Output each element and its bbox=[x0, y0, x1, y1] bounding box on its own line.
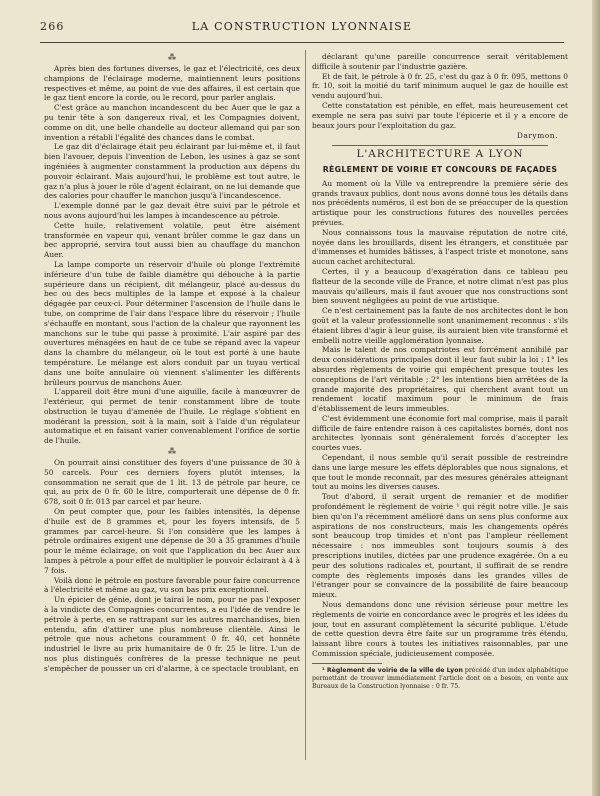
paragraph: Cette huile, relativement volatile, peut être aisément transformée en vapeur qui, venant brûler comme le gaz dans un bec approprié, servira tout aussi bien au chauffage du manchon Auer. bbox=[44, 220, 300, 260]
section-break-stars: ⁂ bbox=[168, 447, 176, 457]
paragraph: Tout d'abord, il serait urgent de remanier et de modifier profondément le règlement de voirie ¹ qui régit notre ville. Je sais bien qu'on l'a récemment amélioré dans un sens plus conforme aux aspirations de nos constructeurs, mais les changements opérés sont beaucoup trop timides et n'ont pas l'ampleur réellement nécessaire : nos immeubles sont toujours soumis à des prescriptions inutiles, dictées par une prudence exagérée. On a eu peur des solutions radicales et, pourtant, il suffirait de se rendre compte des règlements imposés dans les grandes villes de l'étranger pour se convaincre de la possibilité de faire beaucoup mieux. bbox=[312, 492, 568, 600]
paragraph: Voilà donc le pétrole en posture favorable pour faire concurrence à l'électricité et même au gaz, vu son bas prix exceptionnel. bbox=[44, 575, 300, 595]
header-rule bbox=[40, 42, 564, 43]
paragraph: Cette constatation est pénible, en effet, mais heureusement cet exemple ne sera pas suivi par toute l'épicerie et il y a encore de beaux jours pour l'exploitation du gaz. bbox=[312, 100, 568, 130]
section-break-stars: ⁂ bbox=[168, 53, 176, 62]
paragraph: C'est grâce au manchon incandescent du bec Auer que le gaz a pu tenir tête à son dangereux rival, et les Compagnies doivent, comme on dit, une belle chandelle au docteur allemand qui par son invention a rétabli l'égalité des chances dans le combat. bbox=[44, 103, 300, 142]
footnote-text: précédé d'un index alphabétique permettant de trouver immédiatement l'article dont on a besoin, en vente aux Bureaux de la Construction lyonnaise : 0 fr. 75. bbox=[312, 666, 568, 690]
page-header bbox=[40, 20, 564, 38]
author-signature: Darymon. bbox=[516, 131, 558, 141]
section-rule bbox=[332, 145, 548, 146]
footnote bbox=[312, 667, 568, 691]
paragraph: On pourrait ainsi constituer des foyers d'une puissance de 30 à 50 carcels. Pour ces derniers foyers plutôt intenses, la consommation ne serait que de 1 lit. 13 de pétrole par heure, ce qui, au prix de 0 fr. 60 le litre, comporterait une dépense de 0 fr. 678, soit 0 fr. 013 par carcel et par heure. bbox=[44, 458, 300, 507]
column-divider bbox=[305, 50, 306, 760]
paragraph: Mais le talent de nos compatriotes est forcément annihilé par deux considérations principales dont il leur faut subir la loi : 1° les absurdes règlements de voirie qui empêchent presque toutes les conceptions de l'art véritable ; 2° les intentions bien arrêtées de la grande majorité des propriétaires, qui cherchent avant tout un rendement locatif maximum pour le minimum de frais d'établissement de leurs immeubles. bbox=[312, 345, 568, 414]
paragraph: L'appareil doit être muni d'une aiguille, facile à manœuvrer de l'extérieur, qui permet de tenir constamment libre de toute obstruction le tuyau d'amenée de l'huile. Le réglage s'obtient en modérant la pression, soit à la main, soit à l'aide d'un régulateur automatique et en faisant varier convenablement l'orifice de sortie de l'huile. bbox=[44, 387, 300, 446]
paragraph: C'est évidemment une économie fort mal comprise, mais il paraît difficile de faire entendre raison à ces capitalistes bornés, dont nos architectes lyonnais sont généralement forcés d'accepter les courtes vues. bbox=[312, 413, 568, 453]
paragraph: Cependant, il nous semble qu'il serait possible de restreindre dans une large mesure les effets déplorables que nous signalons, et que tout le monde reconnaît, par des mesures générales atteignant tout au moins les diverses causes. bbox=[312, 453, 568, 492]
right-column bbox=[312, 52, 568, 788]
paragraph: Un épicier de génie, dont je tairai le nom, pour ne pas l'exposer à la vindicte des Compagnies concurrentes, a eu l'idée de vendre le pétrole à perte, en se rattrapant sur les autres marchandises, bien entendu, afin d'attirer une plus nombreuse clientèle. Ainsi le pétrole que nous achetons couramment 0 fr. 40, cet honnête industriel le livre au prix humanitaire de 0 fr. 25 le litre. L'un de nos plus distingués confrères de la presse technique ne peut s'empêcher de pousser un cri d'alarme, à ce spectacle troublant, en bbox=[44, 595, 300, 673]
left-column bbox=[44, 52, 300, 780]
page-number: 266 bbox=[40, 20, 65, 33]
paragraph: Après bien des fortunes diverses, le gaz et l'électricité, ces deux champions de l'éclairage moderne, maintiennent leurs positions respectives et même, au point de vue des affaires, il est certain que le gaz tient encore la corde, ou le record, pour parler anglais. bbox=[44, 64, 300, 103]
paragraph: La lampe comporte un réservoir d'huile où plonge l'extrémité inférieure d'un tube de faible diamètre qui débouche à la partie supérieure dans un récipient, dit mélangeur, placé au-dessus du bec ou des becs multiples de la lampe et exposé à la chaleur dégagée par ceux-ci. Pour déterminer l'ascension de l'huile dans le tube, on comprime de l'air dans l'espace libre du réservoir ; l'huile s'échauffe en montant, sous l'action de la chaleur que rayonnent les manchons sur le tube qui passe à proximité. L'air aspiré par des ouvertures ménagées en haut de ce tube se répand avec la vapeur dans la chambre du mélangeur, où le tout est porté à une haute température. Le mélange est alors conduit par un tuyau vertical dans une boîte annulaire où viennent s'alimenter les différents brûleurs pourvus de manchons Auer. bbox=[44, 259, 300, 387]
subsection-title: RÈGLEMENT DE VOIRIE ET CONCOURS DE FAÇADES bbox=[322, 164, 558, 174]
paragraph: déclarant qu'une pareille concurrence serait véritablement difficile à soutenir par l'industrie gazière. bbox=[312, 52, 568, 71]
binding-edge bbox=[592, 0, 600, 796]
footnote-lead: ¹ Règlement de voirie de la ville de Lyon bbox=[322, 666, 463, 674]
paragraph: Certes, il y a beaucoup d'exagération dans ce tableau peu flatteur de la seconde ville de France, et notre climat n'est pas plus mauvais qu'ailleurs, mais il faut avouer que nos constructions sont bien souvent négligées au point de vue artistique. bbox=[312, 266, 568, 306]
paragraph: L'exemple donné par le gaz devait être suivi par le pétrole et nous avons aujourd'hui les lampes à incandescence au pétrole. bbox=[44, 201, 300, 220]
paragraph: Ce n'est certainement pas la faute de nos architectes dont le bon goût et la valeur professionnelle sont unanimement reconnus : s'ils étaient libres d'agir à leur guise, ils auraient bien vite transformé et embelli notre vieille agglomération lyonnaise. bbox=[312, 306, 568, 345]
section-title: L'ARCHITECTURE A LYON bbox=[356, 148, 524, 161]
paragraph: Et de fait, le pétrole à 0 fr. 25, c'est du gaz à 0 fr. 095, mettons 0 fr. 10, soit la moitié du tarif minimum auquel le gaz de houille est vendu aujourd'hui. bbox=[312, 71, 568, 101]
paragraph: Nous demandons donc une révision sérieuse pour mettre les règlements de voirie en concordance avec le progrès et les idées du jour, tout en assurant complètement la sécurité publique. L'étude de cette question devra être faite sur un programme très étendu, laissant libre cours à toutes les initiatives raisonnables, par une Commission spéciale, judicieusement composée. bbox=[312, 600, 568, 659]
paragraph: Nous connaissons tous la mauvaise réputation de notre cité, noyée dans les brouillards, disent les étrangers, et constituée par d'immenses et humides bâtisses, à l'aspect triste et monotone, sans aucun cachet architectural. bbox=[312, 227, 568, 267]
paragraph: Au moment où la Ville va entreprendre la première série des grands travaux publics, dont nous avons donné tous les détails dans nos précédents numéros, il est bon de se préoccuper de la question artistique pour les constructions futures des nouvelles percées prévues. bbox=[312, 178, 568, 227]
paragraph: Le gaz dit d'éclairage était peu éclairant par lui-même et, il faut bien l'avouer, depuis l'invention de Lebon, les usines à gaz se sont ingéniées à augmenter constamment la production aux dépens du pouvoir éclairant. Mais aujourd'hui, le problème est tout autre, le gaz n'a plus à jouer le rôle d'agent éclairant, on ne lui demande que des calories pour chauffer le manchon jusqu'à l'incandescence. bbox=[44, 142, 300, 201]
running-title: LA CONSTRUCTION LYONNAISE bbox=[191, 20, 413, 33]
paragraph: On peut compter que, pour les faibles intensités, la dépense d'huile est de 8 grammes et, pour les foyers intensifs, de 5 grammes par carcel-heure. Si l'on considère que les lampes à pétrole ordinaires exigent une dépense de 30 à 35 grammes d'huile pour le même éclairage, on voit que l'application du bec Auer aux lampes à pétrole a pour effet de multiplier le pouvoir éclairant à 4 à 7 fois. bbox=[44, 507, 300, 575]
footnote-rule bbox=[312, 663, 382, 664]
